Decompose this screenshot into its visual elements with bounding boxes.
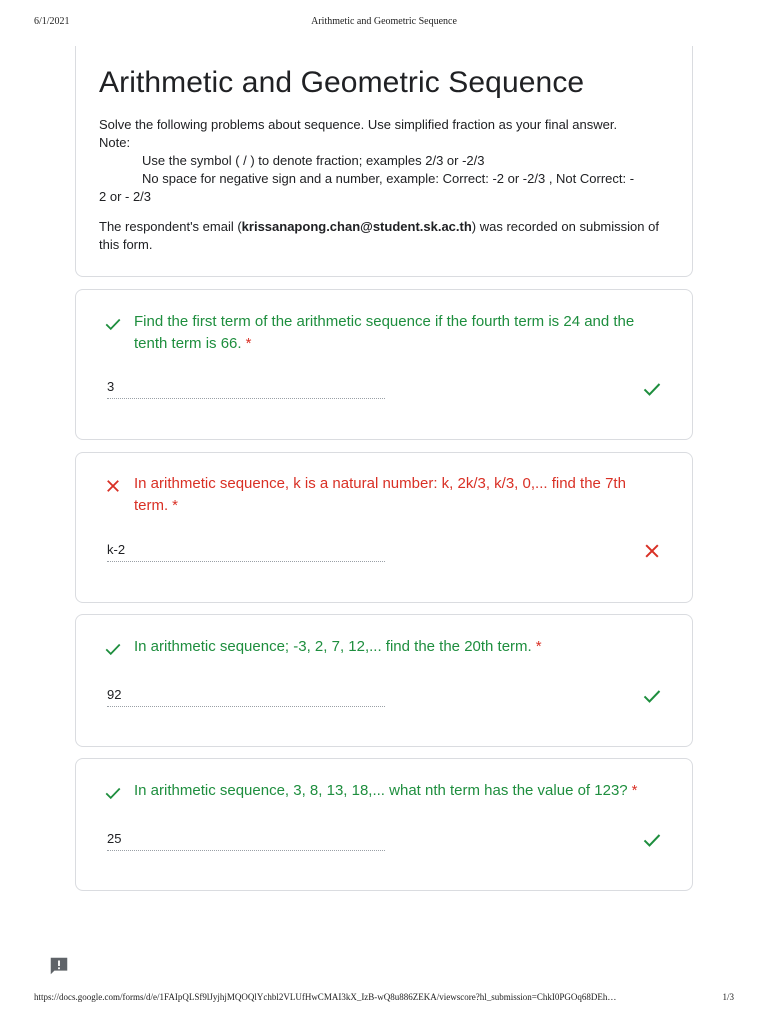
description-line: Note: (99, 135, 131, 150)
description-line: Solve the following problems about sequence. Use simplified fraction as your final answer. (99, 117, 618, 132)
email-prefix: The respondent's email ( (99, 219, 242, 234)
print-date: 6/1/2021 (34, 16, 70, 27)
question-text (134, 311, 664, 355)
email-suffix: ) was recorded on submission of this form. (99, 219, 659, 252)
question-text (134, 780, 664, 802)
question-card-2 (75, 452, 693, 603)
check-icon (642, 686, 662, 706)
respondent-email: krissanapong.chan@student.sk.ac.th (241, 219, 472, 234)
feedback-icon[interactable] (48, 955, 70, 977)
print-header (0, 16, 768, 32)
question-text (134, 473, 664, 517)
print-footer (0, 992, 768, 1006)
question-card-4 (75, 758, 693, 891)
check-icon (642, 379, 662, 399)
question-label: In arithmetic sequence, k is a natural number: k, 2k/3, k/3, 0,... find the 7th term. (134, 475, 626, 514)
required-asterisk: * (535, 638, 542, 655)
answer-field: 25 (107, 830, 385, 851)
form-description (99, 116, 674, 206)
description-line: No space for negative sign and a number, example: Correct: -2 or -2/3 , Not Correct: - (142, 171, 635, 186)
required-asterisk: * (172, 497, 179, 514)
answer-field: 3 (107, 378, 385, 399)
question-label: In arithmetic sequence, 3, 8, 13, 18,... what nth term has the value of 123? (134, 782, 628, 799)
check-icon (642, 830, 662, 850)
question-card-1 (75, 289, 693, 440)
cross-icon (104, 477, 122, 495)
question-label: In arithmetic sequence; -3, 2, 7, 12,... find the the 20th term. (134, 638, 532, 655)
form-header-card (75, 46, 693, 277)
required-asterisk: * (245, 335, 252, 352)
question-text (134, 636, 664, 658)
print-url: https://docs.google.com/forms/d/e/1FAIpQLSf9lJyjhjMQOQlYchbl2VLUfHwCMAI3kX_IzB-wQ8u886ZEKA/viewscore?hl_submission=ChkI0PGOq68DEh… (34, 992, 617, 1002)
description-line: 2 or - 2/3 (99, 189, 152, 204)
answer-field: 92 (107, 686, 385, 707)
form-title: Arithmetic and Geometric Sequence (99, 66, 585, 99)
answer-field: k-2 (107, 541, 385, 562)
email-note (99, 218, 674, 254)
check-icon (104, 315, 122, 333)
description-line: Use the symbol ( / ) to denote fraction; examples 2/3 or -2/3 (142, 153, 485, 168)
required-asterisk: * (631, 782, 638, 799)
cross-icon (642, 541, 662, 561)
question-card-3 (75, 614, 693, 747)
check-icon (104, 640, 122, 658)
page-number: 1/3 (722, 992, 734, 1002)
print-title: Arithmetic and Geometric Sequence (311, 16, 457, 27)
check-icon (104, 784, 122, 802)
question-label: Find the first term of the arithmetic sequence if the fourth term is 24 and the tenth term is 66. (134, 313, 635, 352)
